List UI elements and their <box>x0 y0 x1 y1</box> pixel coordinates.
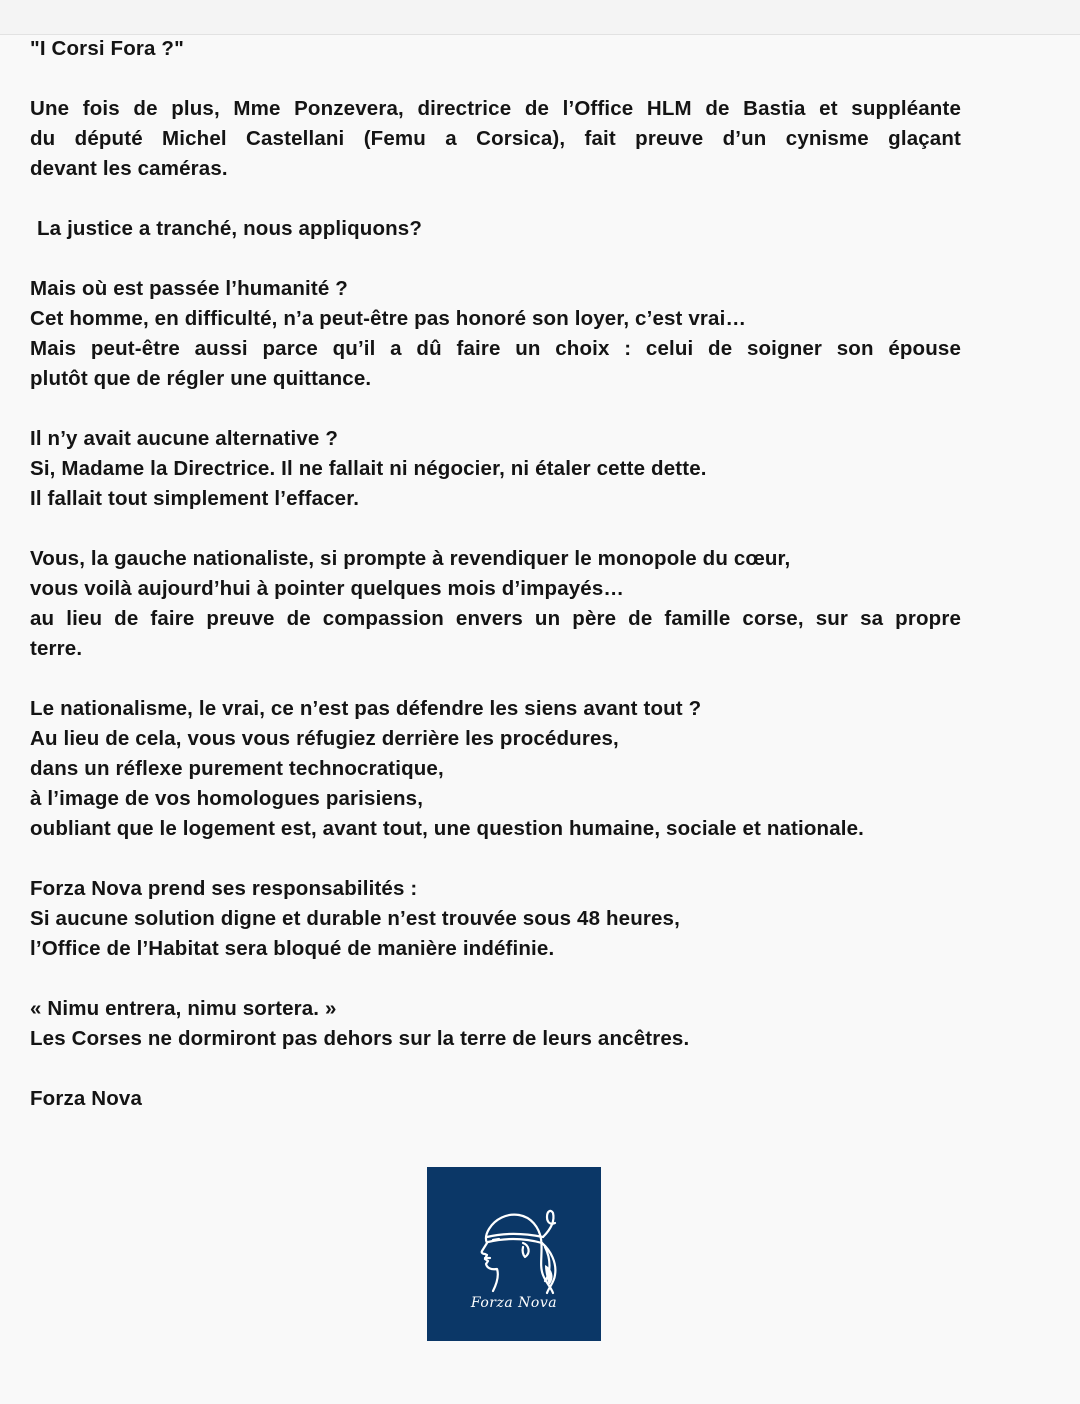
paragraph-4-line-2: Si, Madame la Directrice. Il ne fallait ni négocier, ni étaler cette dette. <box>30 457 707 480</box>
paragraph-1-line-3: devant les caméras. <box>30 157 228 180</box>
paragraph-3-line-3: Mais peut-être aussi parce qu’il a dû faire un choix : celui de soigner son épouse <box>30 337 961 360</box>
paragraph-5-line-3: au lieu de faire preuve de compassion envers un père de famille corse, sur sa propre <box>30 607 961 630</box>
paragraph-6-line-3: dans un réflexe purement technocratique, <box>30 757 444 780</box>
paragraph-6-line-1: Le nationalisme, le vrai, ce n’est pas défendre les siens avant tout ? <box>30 697 702 720</box>
document-title: "I Corsi Fora ?" <box>30 37 184 60</box>
paragraph-7-line-1: Forza Nova prend ses responsabilités : <box>30 877 418 900</box>
paragraph-1-line-2: du député Michel Castellani (Femu a Corsica), fait preuve d’un cynisme glaçant <box>30 127 961 150</box>
paragraph-1-line-1: Une fois de plus, Mme Ponzevera, directrice de l’Office HLM de Bastia et suppléante <box>30 97 961 120</box>
paragraph-2: La justice a tranché, nous appliquons? <box>37 217 423 240</box>
signature: Forza Nova <box>30 1087 142 1110</box>
paragraph-7-line-2: Si aucune solution digne et durable n’est trouvée sous 48 heures, <box>30 907 680 930</box>
logo-text: Forza Nova <box>470 1295 558 1311</box>
paragraph-6-line-2: Au lieu de cela, vous vous réfugiez derrière les procédures, <box>30 727 619 750</box>
paragraph-3-line-2: Cet homme, en difficulté, n’a peut-être pas honoré son loyer, c’est vrai… <box>30 307 747 330</box>
paragraph-5-line-2: vous voilà aujourd’hui à pointer quelques mois d’impayés… <box>30 577 625 600</box>
paragraph-6-line-4: à l’image de vos homologues parisiens, <box>30 787 424 810</box>
paragraph-8-line-2: Les Corses ne dormiront pas dehors sur la terre de leurs ancêtres. <box>30 1027 690 1050</box>
paragraph-7-line-3: l’Office de l’Habitat sera bloqué de manière indéfinie. <box>30 937 555 960</box>
paragraph-3-line-1: Mais où est passée l’humanité ? <box>30 277 348 300</box>
paragraph-3-line-4: plutôt que de régler une quittance. <box>30 367 372 390</box>
paragraph-5-line-4: terre. <box>30 637 83 660</box>
paragraph-6-line-5: oubliant que le logement est, avant tout, une question humaine, sociale et nationale. <box>30 817 865 840</box>
statement-body <box>30 34 961 1114</box>
paragraph-4-line-3: Il fallait tout simplement l’effacer. <box>30 487 360 510</box>
paragraph-4-line-1: Il n’y avait aucune alternative ? <box>30 427 339 450</box>
forza-nova-logo <box>427 1167 601 1341</box>
top-band <box>0 0 1080 34</box>
paragraph-5-line-1: Vous, la gauche nationaliste, si prompte à revendiquer le monopole du cœur, <box>30 547 791 570</box>
paragraph-8-line-1: « Nimu entrera, nimu sortera. » <box>30 997 337 1020</box>
moor-head-icon <box>427 1167 601 1341</box>
